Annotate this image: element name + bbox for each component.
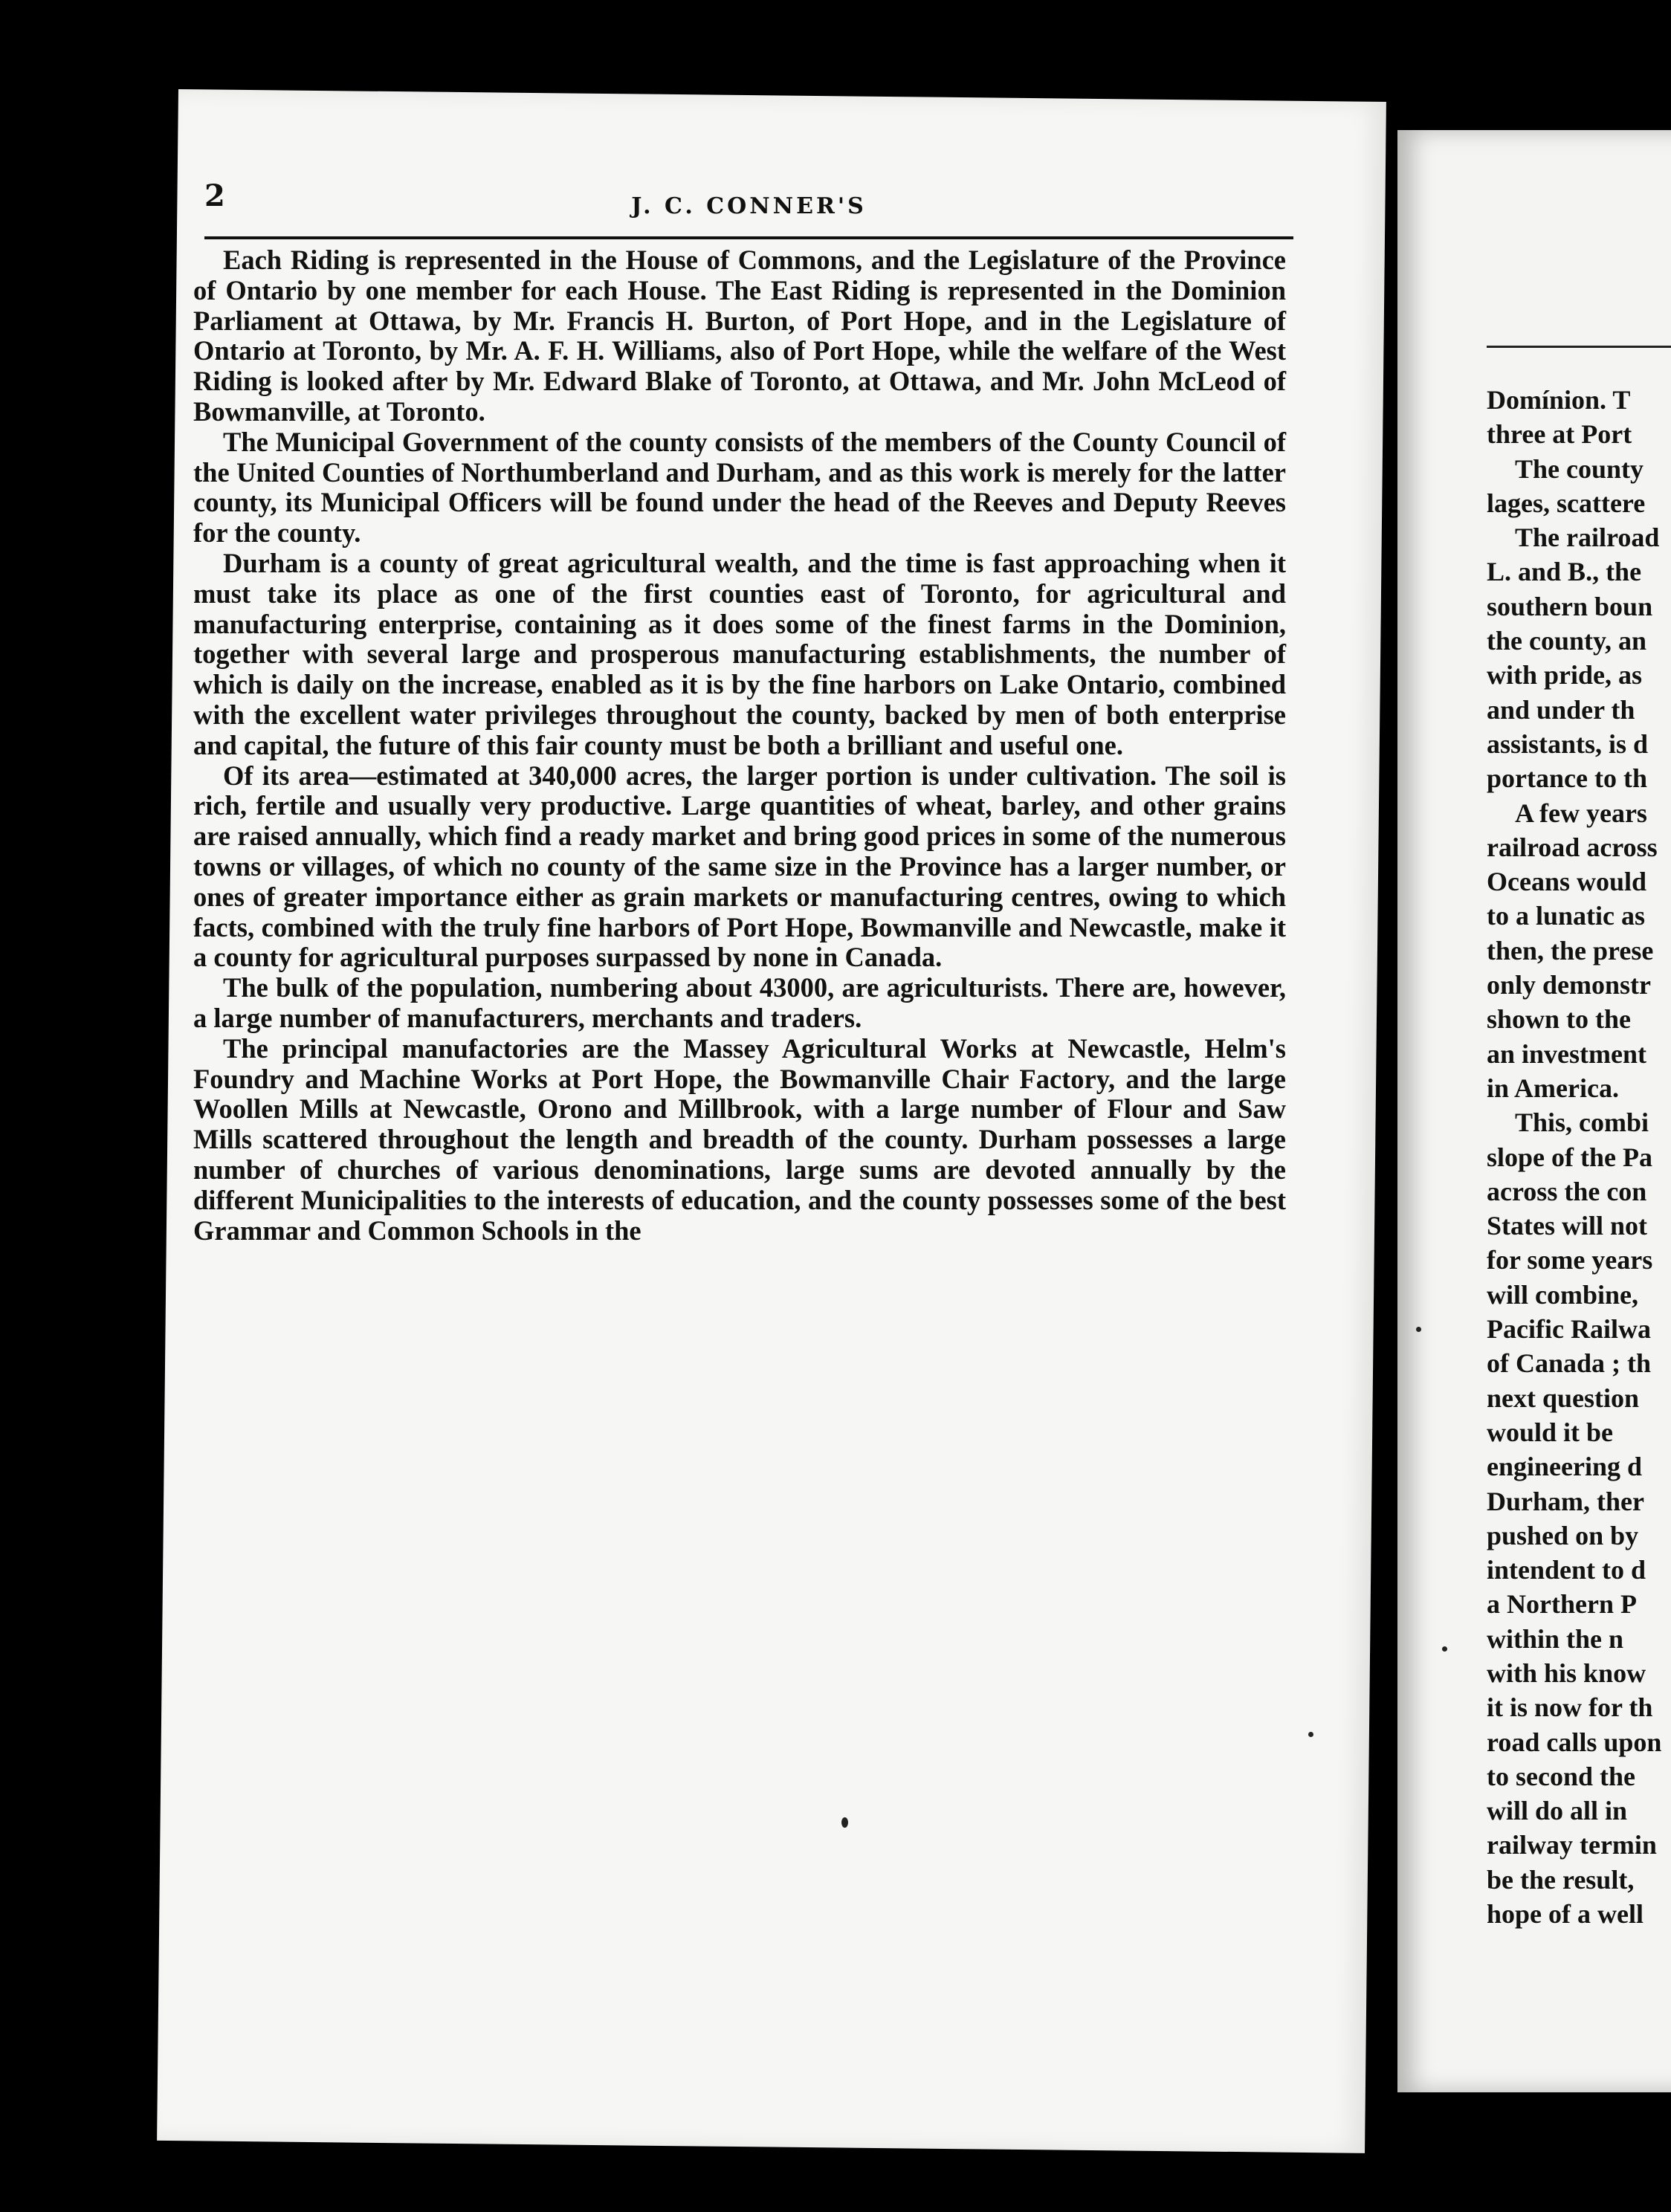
right-page-line: road calls upon <box>1487 1727 1662 1757</box>
ink-speck <box>1308 1732 1313 1737</box>
right-page-line: next question <box>1487 1382 1640 1413</box>
paragraph: Each Riding is represented in the House of Commons, and the Legislature of the Province of Ontario by one member for each House. The East Riding is represented in the Dominion Parliament at Ottawa, by Mr. Francis H. Burton, of Port Hope, and in the Legislature of Ontario at Toronto, by Mr. A. F. H. Williams, also of Port Hope, while the welfare of the West Riding is looked after by Mr. Edward Blake of Toronto, at Ottawa, and Mr. John McLeod of Bowmanville, at Toronto. <box>193 245 1286 427</box>
right-page-line: slope of the Pa <box>1487 1142 1652 1172</box>
right-page-line: intendent to d <box>1487 1555 1646 1585</box>
right-page-line: will combine, <box>1487 1279 1638 1310</box>
right-page-line: shown to the <box>1487 1004 1632 1035</box>
right-page-line: for some years <box>1487 1245 1653 1275</box>
right-page-line: three at Port <box>1487 419 1632 450</box>
right-page-line: in America. <box>1487 1073 1619 1103</box>
right-page-line: hope of a well <box>1487 1899 1643 1930</box>
paragraph: The Municipal Government of the county consists of the members of the County Council of the United Counties of Northumberland and Durham, and as this work is merely for the latter county, its Municipal Officers will be found under the head of the Reeves and Deputy Reeves for the county. <box>193 426 1286 549</box>
right-page-line: be the result, <box>1487 1864 1635 1895</box>
right-page-rule <box>1487 346 1671 348</box>
right-page-line: an investment <box>1487 1038 1646 1069</box>
page-number: 2 <box>204 178 225 213</box>
running-head <box>204 178 1293 230</box>
right-page-line: will do all in <box>1487 1796 1628 1826</box>
paragraph: Durham is a county of great agricultural wealth, and the time is fast approaching when it must take its place as one of the first counties east of Toronto, for agricultural and manufacturing enterprise, containing as it does some of the finest farms in the Dominion, together with several large and prosperous manufacturing establishments, the number of which is daily on the increase, enabled as it is by the fine harbors on Lake Ontario, combined with the excellent water privileges throughout the county, backed by men of both enterprise and capital, the future of this fair county must be both a brilliant and useful one. <box>193 547 1286 760</box>
right-page-line: assistants, is d <box>1487 728 1649 759</box>
paragraph: The principal manufactories are the Massey Agricultural Works at Newcastle, Helm's Foundry and Machine Works at Port Hope, the Bowmanville Chair Factory, and the large Woollen Mills at Newcastle, Orono and Millbrook, with a large number of Flour and Saw Mills scattered throughout the length and breadth of the county. Durham possesses a large number of churches of various denominations, large sums are devoted annually by the different Municipalities to the interests of education, and the county possesses some of the best Grammar and Common Schools in the <box>193 1032 1286 1246</box>
right-page-line: to a lunatic as <box>1487 901 1646 931</box>
right-page-line: pushed on by <box>1487 1520 1639 1550</box>
right-page-line: across the con <box>1487 1176 1647 1206</box>
paragraph: Of its area—estimated at 340,000 acres, the larger portion is under cultivation. The soil is rich, fertile and usually very productive. Large quantities of wheat, barley, and other grains are raised annually, which find a ready market and bring good prices in some of the numerous towns or villages, of which no county of the same size in the Province has a larger number, or ones of greater importance either as grain markets or manufacturing centres, owing to which facts, combined with the truly fine harbors of Port Hope, Bowmanville and Newcastle, make it a county for agricultural purposes surpassed by none in Canada. <box>193 760 1286 973</box>
right-page <box>1397 130 1671 2092</box>
right-page-line: within the n <box>1487 1623 1624 1654</box>
right-page-line: with pride, as <box>1487 660 1643 691</box>
right-page-line: to second the <box>1487 1761 1635 1791</box>
right-page-line: L. and B., the <box>1487 557 1642 587</box>
right-page-line: then, the prese <box>1487 935 1654 966</box>
right-page-text <box>1487 383 1671 1931</box>
right-page-line: with his know <box>1487 1658 1646 1688</box>
right-page-line: railway termin <box>1487 1830 1657 1860</box>
paragraph: The bulk of the population, numbering about 43000, are agriculturists. There are, however, a large number of manufacturers, merchants and traders. <box>193 972 1286 1033</box>
ink-speck <box>1416 1327 1421 1332</box>
right-page-line: it is now for th <box>1487 1692 1653 1723</box>
running-head-title: J. C. CONNER'S <box>631 193 867 219</box>
right-page-line: the county, an <box>1487 626 1647 656</box>
right-page-line: portance to th <box>1487 763 1647 794</box>
right-page-line: This, combi <box>1515 1107 1649 1138</box>
body-text <box>193 245 1286 1246</box>
right-page-line: only demonstr <box>1487 970 1652 1000</box>
right-page-line: A few years <box>1515 798 1647 828</box>
right-page-line: railroad across <box>1487 832 1658 862</box>
right-page-line: southern boun <box>1487 591 1653 621</box>
ink-speck <box>1442 1646 1447 1652</box>
right-page-line: lages, scattere <box>1487 488 1646 518</box>
right-page-line: The railroad <box>1515 523 1660 553</box>
right-page-line: of Canada ; th <box>1487 1348 1652 1379</box>
right-page-line: States will not <box>1487 1211 1647 1241</box>
right-page-line: Oceans would <box>1487 867 1647 897</box>
right-page-line: Pacific Railwa <box>1487 1314 1651 1345</box>
right-page-line: a Northern P <box>1487 1589 1637 1620</box>
right-page-line: Domínion. T <box>1487 385 1631 415</box>
header-rule <box>204 236 1293 239</box>
ink-speck <box>841 1817 848 1828</box>
right-page-line: would it be <box>1487 1417 1614 1447</box>
right-page-line: The county <box>1515 453 1644 484</box>
right-page-line: engineering d <box>1487 1452 1643 1482</box>
right-page-line: and under th <box>1487 694 1635 725</box>
right-page-line: Durham, ther <box>1487 1486 1644 1516</box>
